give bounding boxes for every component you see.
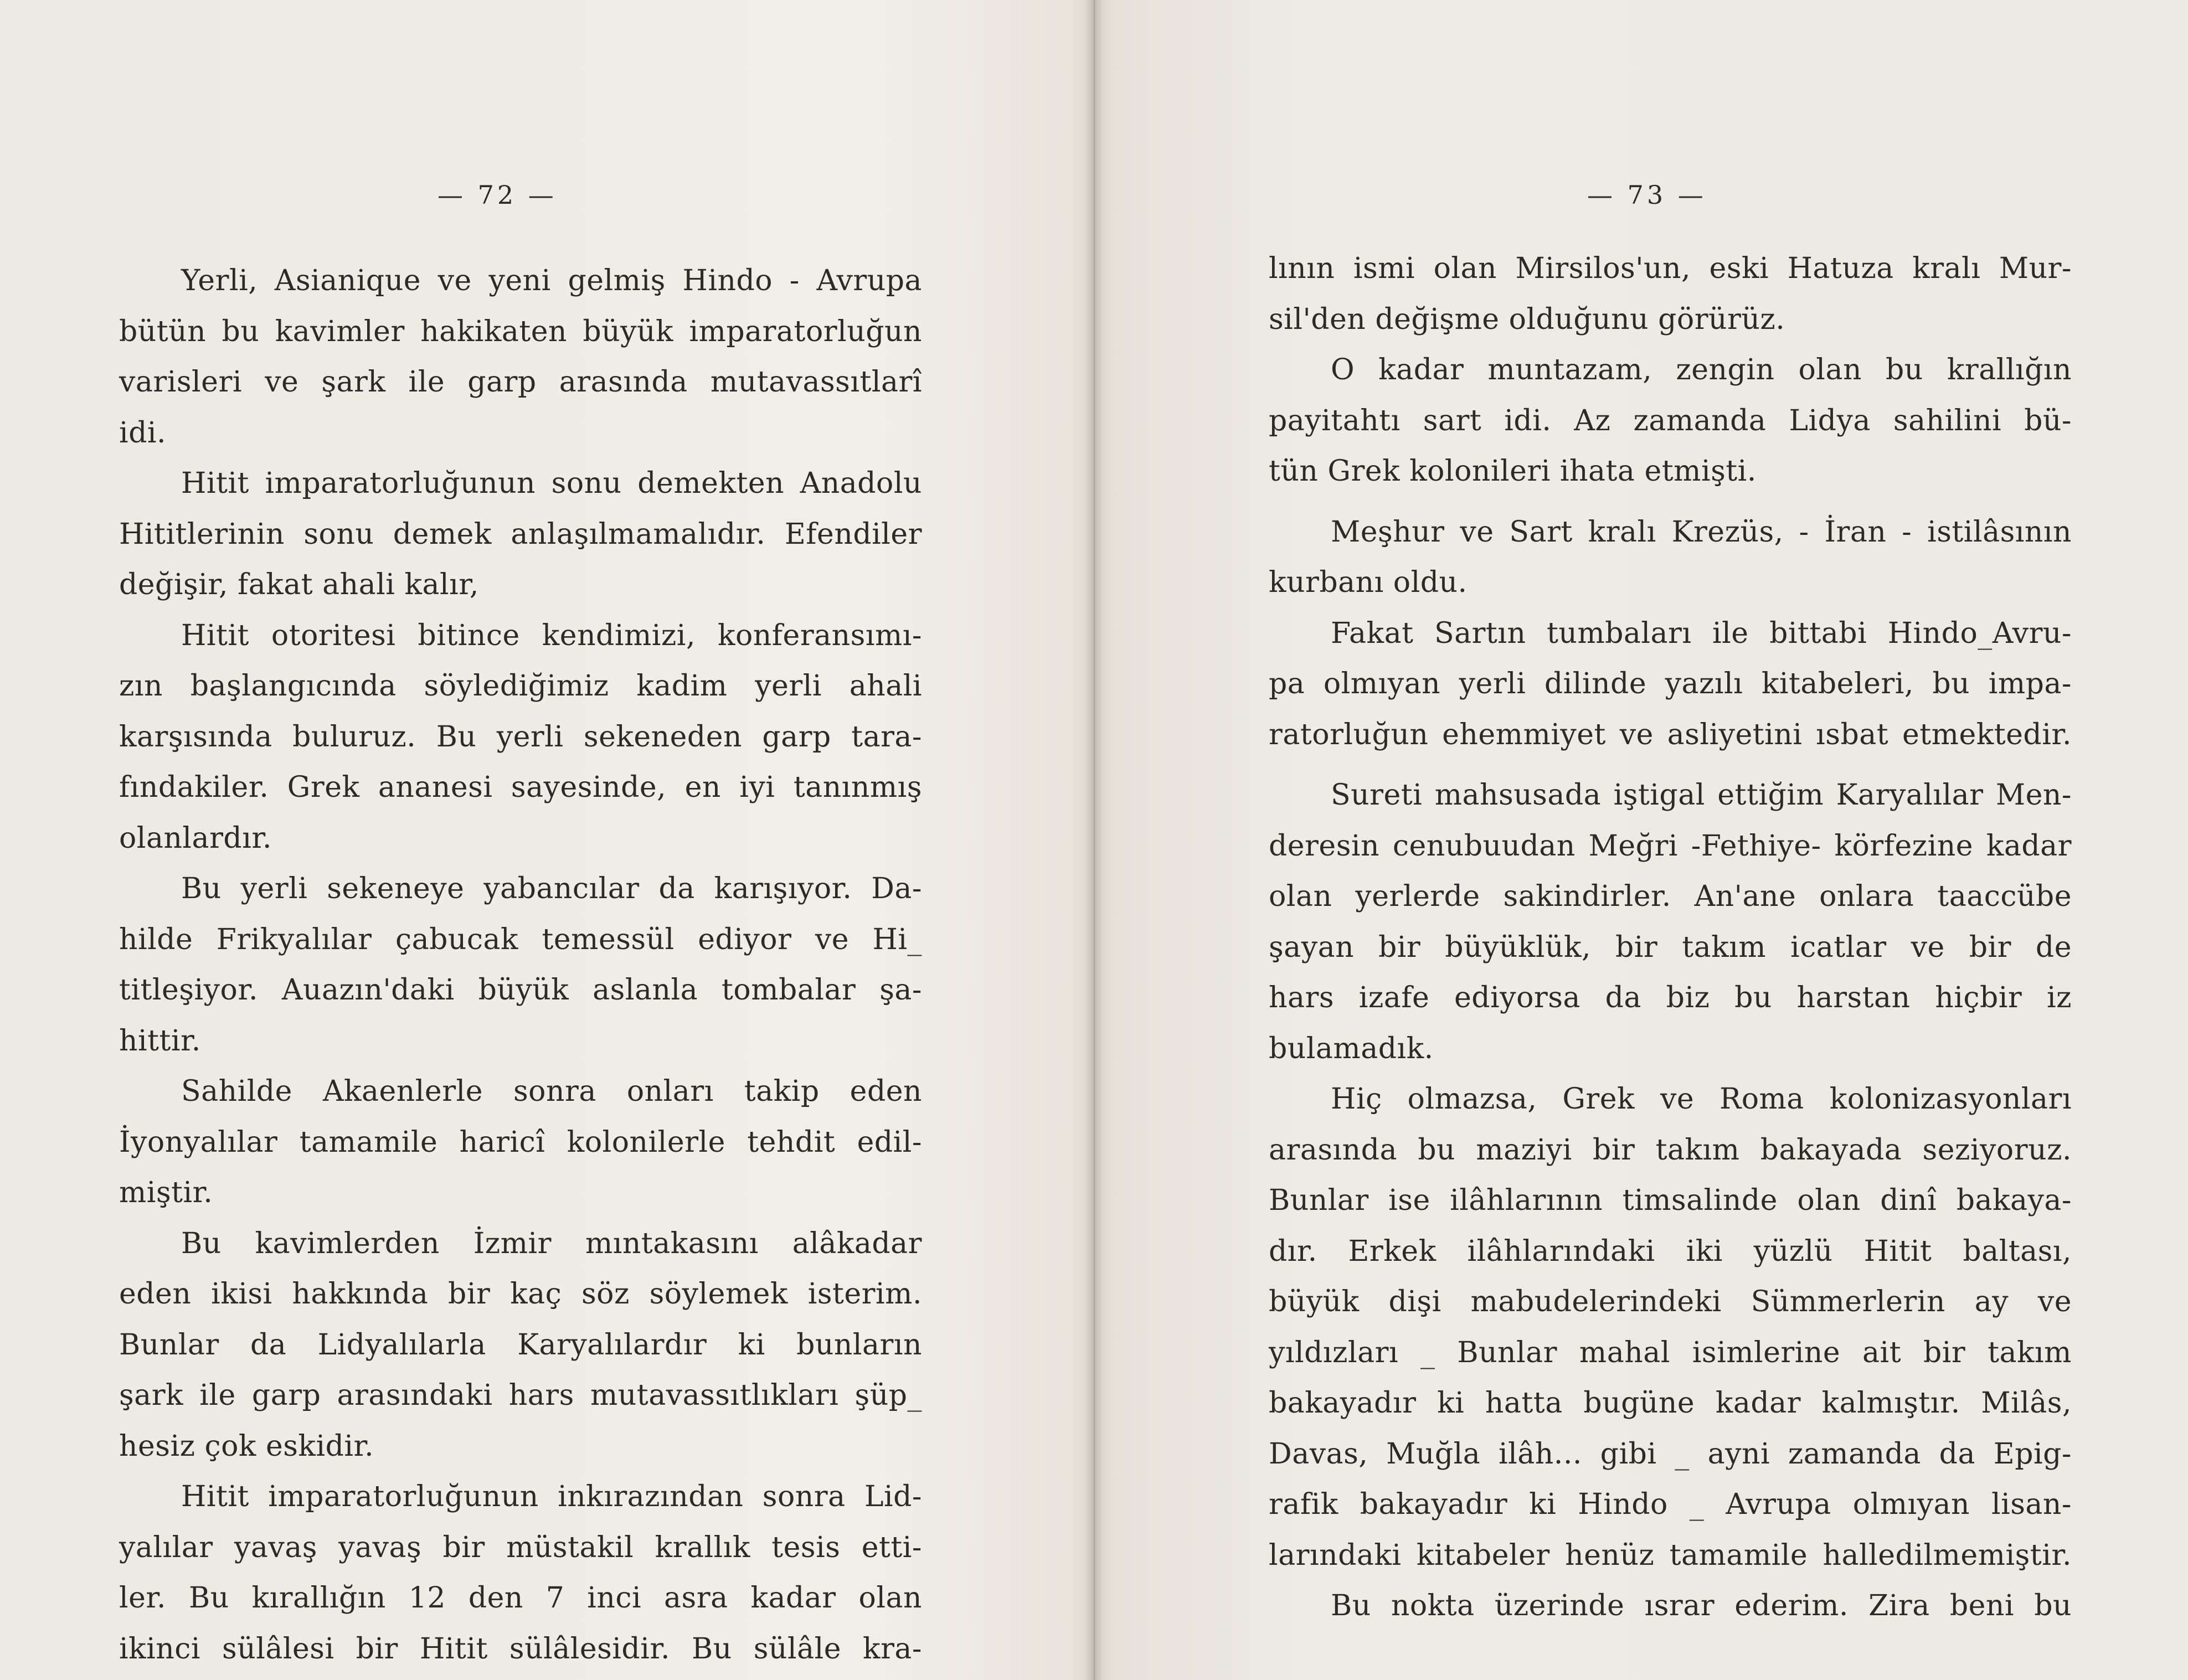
text-line: payitahtı sart idi. Az zamanda Lidya sahilini bü-: [1269, 404, 2072, 437]
text-line: lının ismi olan Mirsilos'un, eski Hatuza kralı Mur-: [1269, 252, 2072, 285]
text-line: arasında bu maziyi bir takım bakayada seziyoruz.: [1269, 1133, 2072, 1167]
text-line: rafik bakayadır ki Hindo _ Avrupa olmıyan lisan-: [1269, 1488, 2072, 1521]
text-line: varisleri ve şark ile garp arasında mutavassıtlarî: [119, 365, 922, 399]
text-line: Yerli, Asianique ve yeni gelmiş Hindo - Avrupa: [181, 264, 922, 297]
text-line: kurbanı oldu.: [1269, 566, 1468, 599]
text-line: idi.: [119, 416, 167, 450]
text-line: dır. Erkek ilâhlarındaki iki yüzlü Hitit baltası,: [1269, 1234, 2072, 1268]
text-line: karşısında buluruz. Bu yerli sekeneden garp tara-: [119, 720, 922, 754]
page-number: — 72 —: [437, 180, 557, 210]
text-line: tün Grek kolonileri ihata etmişti.: [1269, 455, 1757, 488]
text-line: Bunlar da Lidyalılarla Karyalılardır ki bunların: [119, 1328, 922, 1362]
text-line: eden ikisi hakkında bir kaç söz söylemek isterim.: [119, 1277, 922, 1311]
right-page: [1094, 0, 2188, 1680]
page-number: — 73 —: [1587, 180, 1707, 210]
text-line: larındaki kitabeler henüz tamamile halledilmemiştir.: [1269, 1538, 2072, 1572]
text-line: bakayadır ki hatta bugüne kadar kalmıştır. Milâs,: [1269, 1387, 2072, 1420]
text-line: olan yerlerde sakindirler. An'ane onlara taaccübe: [1269, 880, 2072, 913]
text-line: Bu nokta üzerinde ısrar ederim. Zira beni bu: [1331, 1589, 2072, 1622]
text-line: ler. Bu kırallığın 12 den 7 inci asra kadar olan: [119, 1581, 922, 1615]
text-line: O kadar muntazam, zengin olan bu krallığın: [1331, 353, 2072, 386]
text-line: büyük dişi mabudelerindeki Sümmerlerin ay ve: [1269, 1285, 2072, 1318]
text-line: Hititlerinin sonu demek anlaşılmamalıdır. Efendiler: [119, 517, 922, 551]
text-line: bulamadık.: [1269, 1032, 1434, 1065]
text-line: pa olmıyan yerli dilinde yazılı kitabeleri, bu impa-: [1269, 667, 2072, 700]
text-line: şark ile garp arasındaki hars mutavassıtlıkları şüp_: [119, 1379, 922, 1412]
text-line: hars izafe ediyorsa da biz bu harstan hiçbir iz: [1269, 981, 2072, 1014]
text-line: Bu kavimlerden İzmir mıntakasını alâkadar: [181, 1226, 922, 1260]
text-line: miştir.: [119, 1176, 213, 1209]
text-line: Sureti mahsusada iştigal ettiğim Karyalılar Men-: [1331, 779, 2072, 812]
text-line: Sahilde Akaenlerle sonra onları takip eden: [181, 1075, 922, 1108]
text-line: hittir.: [119, 1024, 201, 1058]
text-line: İyonyalılar tamamile haricî kolonilerle tehdit edil-: [119, 1125, 922, 1159]
page-text: [1269, 244, 2072, 1632]
text-line: hesiz çok eskidir.: [119, 1429, 374, 1463]
text-line: Meşhur ve Sart kralı Krezüs, - İran - istilâsının: [1331, 515, 2072, 549]
text-line: Davas, Muğla ilâh... gibi _ ayni zamanda da Epig-: [1269, 1437, 2072, 1471]
text-line: bütün bu kavimler hakikaten büyük imparatorluğun: [119, 315, 922, 348]
text-line: Hitit otoritesi bitince kendimizi, konferansımı-: [181, 619, 922, 652]
text-line: Bu yerli sekeneye yabancılar da karışıyor. Da-: [181, 872, 922, 905]
text-line: ratorluğun ehemmiyet ve asliyetini ısbat etmektedir.: [1269, 718, 2072, 751]
text-line: Fakat Sartın tumbaları ile bittabi Hindo_Avru-: [1331, 616, 2072, 650]
text-line: fındakiler. Grek ananesi sayesinde, en iyi tanınmış: [119, 771, 922, 804]
text-line: olanlardır.: [119, 821, 272, 855]
text-line: hilde Frikyalılar çabucak temessül ediyor ve Hi_: [119, 923, 922, 956]
text-line: Hitit imparatorluğunun inkırazından sonra Lid-: [181, 1480, 922, 1513]
text-line: değişir, fakat ahali kalır,: [119, 568, 479, 601]
text-line: Hitit imparatorluğunun sonu demekten Anadolu: [181, 467, 922, 500]
text-line: yalılar yavaş yavaş bir müstakil krallık tesis etti-: [119, 1530, 922, 1564]
text-line: deresin cenubuudan Meğri -Fethiye- körfezine kadar: [1269, 829, 2072, 863]
text-line: sil'den değişme olduğunu görürüz.: [1269, 302, 1785, 336]
text-line: yıldızları _ Bunlar mahal isimlerine ait bir takım: [1269, 1336, 2072, 1369]
text-line: ikinci sülâlesi bir Hitit sülâlesidir. Bu sülâle kra-: [119, 1632, 922, 1666]
text-line: titleşiyor. Auazın'daki büyük aslanla tombalar şa-: [119, 973, 922, 1007]
text-line: Hiç olmazsa, Grek ve Roma kolonizasyonları: [1331, 1083, 2072, 1116]
page-text: [119, 256, 922, 1674]
text-line: Bunlar ise ilâhlarının timsalinde olan dinî bakaya-: [1269, 1184, 2072, 1217]
text-line: şayan bir büyüklük, bir takım icatlar ve bir de: [1269, 930, 2072, 964]
text-line: zın başlangıcında söylediğimiz kadim yerli ahali: [119, 669, 922, 703]
